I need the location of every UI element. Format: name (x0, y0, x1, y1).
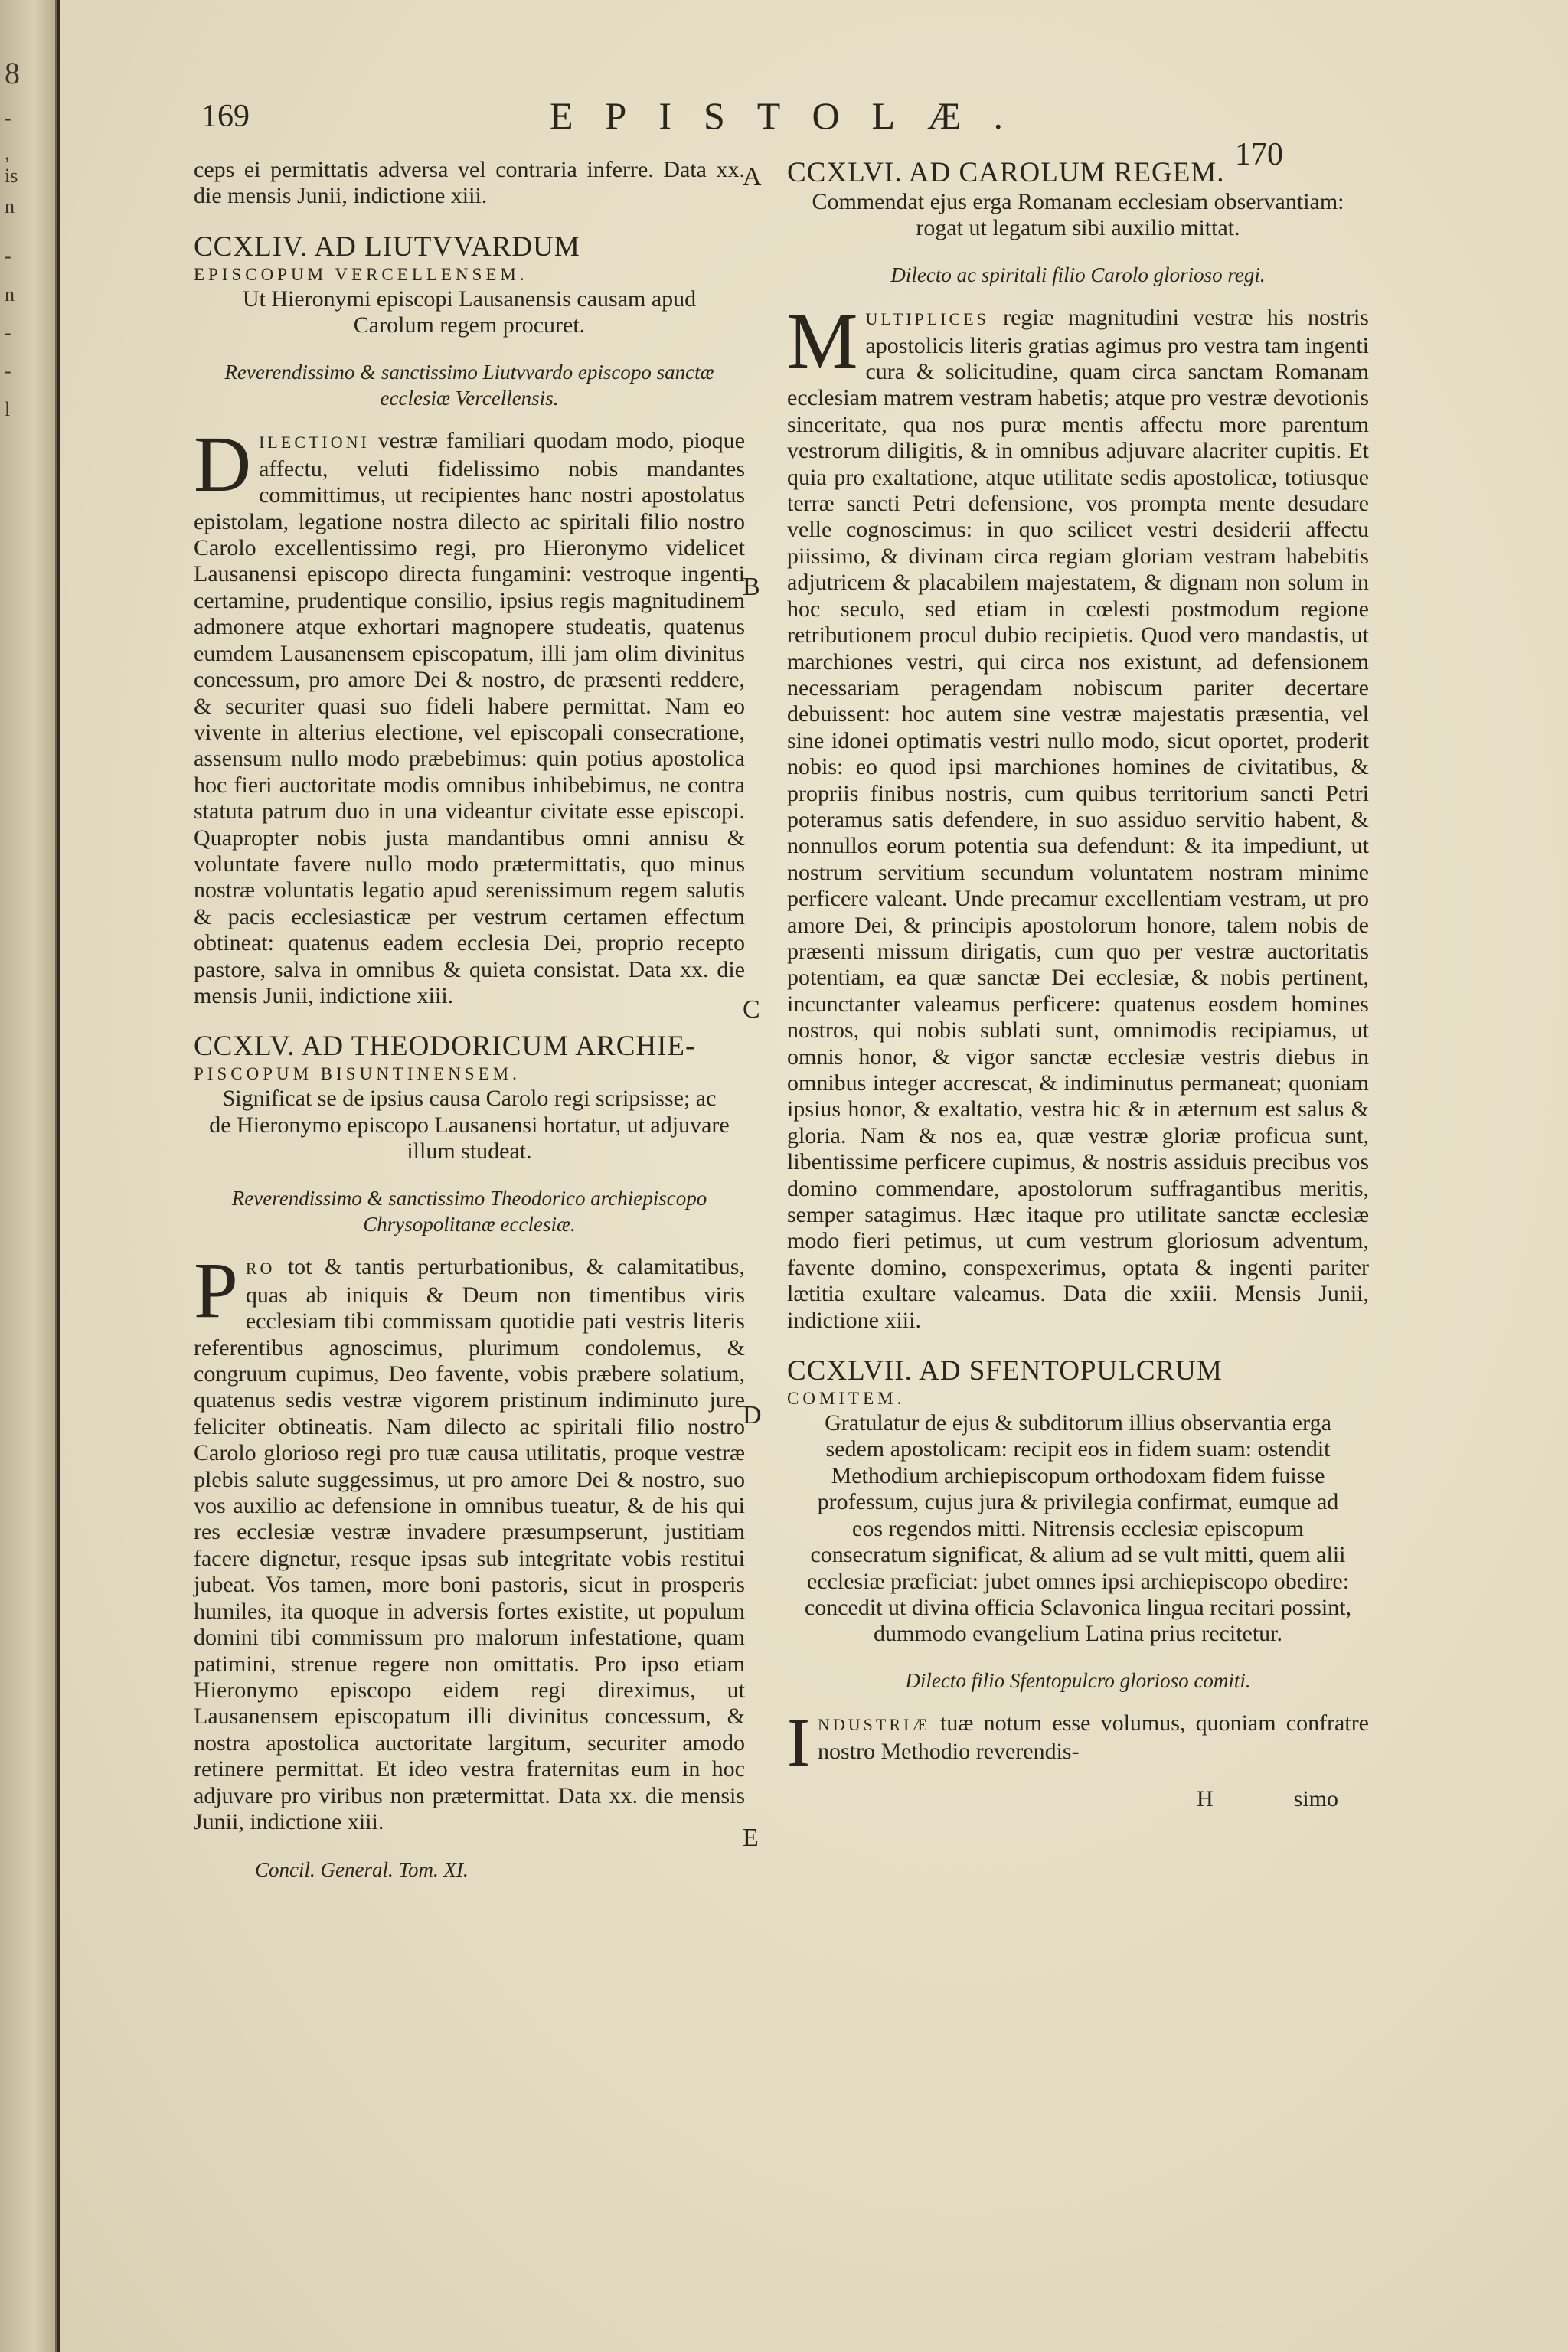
body-text: vestræ familiari quodam modo, pioque affectu, veluti fidelissimo nobis mandantes committimus, ut recipientes hanc nostri apostolatus epistolam, legatione nostra dilecto ac spiritali filio nostro Carolo excellentissimo regi, pro Hieronymo videlicet Lausanensi episcopo directa fungamini: vestroque ingenti certamine, prudentique consilio, ipsius regis magnitudinem admonere atque exhortari magnopere studeatis, quatenus eumdem Lausanensem episcopatum, illi jam olim divinitus concessum, pro amore Dei & nostro, de præsenti reddere, & securiter quasi suo fideli habere permittat. Nam eo vivente in alterius electione, vel episcopali consecratione, assensum nullo modo præbebimus: quin potius apostolica hoc fieri auctoritate modis omnibus inhibebimus, ne contra statuta patrum duo in una videantur civitate esse episcopi. Quapropter nobis justa mandantibus omni annisu & voluntate favere nullo modo prætermittatis, quo minus nostræ voluntatis legatio apud serenissimum regem salutis & pacis ecclesiasticæ per vestrum certamen effectum obtineat: quatenus eadem ecclesia Dei, proprio recepto pastore, salva in omnibus & quieta consistat. Data xx. die mensis Junii, indictione xiii. (194, 428, 745, 1008)
edge-mark: l (5, 398, 11, 420)
running-title: EPISTOLÆ. (550, 94, 1036, 137)
letter-title: CCXLV. AD THEODORICUM ARCHIE- (194, 1031, 696, 1063)
letter-body (194, 1246, 745, 1835)
edge-mark: is (5, 165, 18, 187)
letter-address: Reverendissimo & sanctissimo Liutvvardo episcopo sanctæ ecclesiæ Vercellensis. (224, 360, 714, 410)
signature-line: Concil. General. Tom. XI. (255, 1858, 469, 1882)
edge-mark: - (5, 107, 11, 129)
letter-title: CCXLVI. AD CAROLUM REGEM. (787, 157, 1225, 188)
margin-letter-c: C (743, 995, 760, 1024)
letter-245 (194, 1031, 745, 1835)
margin-letter-d: D (743, 1401, 762, 1429)
letter-summary: Significat se de ipsius causa Carolo regi scripsisse; ac de Hieronymo episcopo Lausanensi hortatur, ut adjuvare illum studeat. (209, 1086, 730, 1165)
left-column (194, 157, 745, 1883)
signature-and-catchword (787, 1786, 1369, 1812)
lead-word: ULTIPLICES (865, 309, 989, 329)
page-number-right: 170 (1235, 137, 1283, 172)
letter-summary: Gratulatur de ejus & subditorum illius observantia erga sedem apostolicam: recipit eos in fidem suam: ostendit Methodium archiepiscopum orthodoxam fidem fuisse professum, cujus jura & privilegia confirmat, eumque ad eos regendos mitti. Nitrensis ecclesiæ episcopum consecratum significat, & alium ad se vult mitti, quem alii ecclesiæ præficiat: jubet omnes ipsi archiepiscopo obedire: concedit ut divina officia Sclavonica lingua recitari possint, dummodo evangelium Latina prius recitetur. (804, 1410, 1352, 1647)
letter-summary: Ut Hieronymi episcopi Lausanensis causam apud Carolum regem procuret. (242, 286, 697, 338)
body-text: regiæ magnitudini vestræ his nostris apostolicis literis gratias agimus pro vestra tam ingenti cura & solicitudine, quam circa sanctam Romanam ecclesiam matrem vestram habetis; atque pro vestræ devotionis sinceritate, qua nos puræ mentis affectu more parentum vestrorum diligitis, & in omnibus adjuvare alacriter cupitis. Et quia pro exaltatione, atque utilitate sedis apostolicæ, totiusque terræ sancti Petri defensione, vos prompta mente desudare velle cognoscimus: in quo scilicet vestri desiderii affectu piissimo, & divinam circa regiam gloriam vestram habebitis adjutricem & placabilem majestatem, & dignam non solum in hoc seculo, sed etiam in cœlesti postmodum regione retributionem procul dubio recipietis. Quod vero mandastis, ut marchiones vestri, qui circa nos existunt, ad defensionem necessariam peragendam nobiscum pariter decertare debuissent: hoc autem sine vestræ majestatis præsentia, vel sine idonei optimatis vestri nullo modo, sicut oportet, proderit nobis: eo quod ipsi marchiones homines de civitatibus, & propriis finibus nostris, cum quibus territorium sancti Petri poteramus satis defendere, in suo assiduo servitio habent, & nonnullos eorum potentia sua defendunt: & ita impediunt, ut nostrum servitium secundum voluntatem nostram minime perficere valeant. Unde precamur excellentiam vestram, ut pro amore Dei, & principis apostolorum honore, talem nobis de præsenti missum dirigatis, cum quo per vestræ auctoritatis potentiam, ea quæ sanctæ Dei ecclesiæ, & nobis pertinent, incunctanter valeamus perficere: quatenus eosdem homines nostros, qui nobis sublati sunt, omnimodis recipiamus, ut omnis honor, & vigor sanctæ ecclesiæ vestris diebus in omnibus integer accrescat, & indiminutus permaneat; quoniam ipsius honor, & exaltatio, vestra hic & in æternum est salus & gloria. Nam & nos ea, quæ vestræ gloriæ proficua sunt, libentissime perficere cupimus, & nostris assiduis precibus vos domino commendare, apostolorum suffragantibus meritis, semper satagimus. Hæc itaque pro utilitate sanctæ ecclesiæ modo fieri petimus, ut cum vestrum gloriosum adventum, favente domino, conspexerimus, optata & ingenti pariter lætitia exultare valeamus. Data die xxiii. Mensis Junii, indictione xiii. (787, 305, 1369, 1333)
letter-body (787, 297, 1369, 1334)
lead-word: ILECTIONI (259, 433, 370, 452)
page-number-left: 169 (201, 99, 250, 134)
right-column (787, 157, 1369, 1812)
letter-title: CCXLIV. AD LIUTVVARDUM (194, 230, 580, 263)
letter-subtitle: EPISCOPUM VERCELLENSEM. (194, 264, 528, 284)
letter-subtitle: COMITEM. (787, 1389, 906, 1409)
letter-title: CCXLVII. AD SFENTOPULCRUM (787, 1355, 1223, 1387)
edge-mark: , (5, 142, 10, 164)
signature-mark: H (1196, 1785, 1214, 1811)
dropcap: I (787, 1705, 810, 1782)
running-header (60, 90, 1568, 172)
edge-mark: 8 (5, 56, 20, 90)
dropcap: D (194, 420, 252, 509)
catchword: simo (1293, 1785, 1338, 1811)
margin-letter-a: A (743, 162, 762, 191)
lead-word: RO (245, 1259, 276, 1279)
edge-mark: - (5, 322, 11, 344)
margin-letter-e: E (743, 1824, 759, 1852)
letter-address: Dilecto filio Sfentopulcro glorioso comiti. (905, 1668, 1251, 1692)
facing-page-edge (0, 0, 57, 2352)
edge-mark: n (5, 283, 15, 305)
dropcap: M (787, 297, 858, 386)
letter-246 (787, 157, 1369, 1334)
letter-247 (787, 1355, 1369, 1812)
body-text: tot & tantis perturbationibus, & calamitatibus, quas ab iniquis & Deum non timentibus viris ecclesiam tibi commissam quotidie pati vestris literis referentibus agnoscimus, plurimum condolemus, & congruum cupimus, Deo favente, vobis præbere solatium, quatenus sedis vestræ vigorem pristinum indiminuto jure feliciter obtineatis. Nam dilecto ac spiritali filio nostro Carolo glorioso regi pro tuæ causa utilitatis, proque vestræ plebis salute suggessimus, ut pro amore Dei & nostro, suo vos auxilio ac defensione in omnibus tueatur, & de his qui res ecclesiæ vestræ invadere præsumpserunt, justitiam facere dignetur, resque ipsas sub integritate vobis restitui jubeat. Vos tamen, more boni pastoris, sicut in prosperis humiles, ita quoque in adversis fortes existite, ut populum domini tibi commissum pro malorum infestatione, quam patimini, strenue regere non omittatis. Pro ipso etiam Hieronymo episcopo eidem regi direximus, ut Lausanensem episcopatum illi divinitus concessum, & nostra apostolica auctoritate largitum, securiter amodo retinere permittat. Et ideo vestra fraternitas eum in hoc adjuvare pro viribus non prætermittat. Data xx. die mensis Junii, indictione xiii. (194, 1254, 745, 1834)
letter-body (194, 420, 745, 1009)
letter-address: Dilecto ac spiritali filio Carolo glorioso regi. (890, 263, 1266, 286)
letter-address: Reverendissimo & sanctissimo Theodorico archiepiscopo Chrysopolitanæ ecclesiæ. (231, 1186, 707, 1236)
dropcap: P (194, 1246, 238, 1335)
edge-mark: n (5, 195, 15, 217)
margin-letter-b: B (743, 573, 760, 601)
continuation-text: ceps ei permittatis adversa vel contraria inferre. Data xx. die mensis Junii, indictione xiii. (194, 157, 745, 209)
body-text: tuæ notum esse volumus, quoniam confratre nostro Methodio reverendis- (817, 1710, 1369, 1764)
edge-mark: - (5, 245, 11, 267)
letter-summary: Commendat ejus erga Romanam ecclesiam observantiam: rogat ut legatum sibi auxilio mittat. (812, 189, 1344, 241)
lead-word: NDUSTRIÆ (817, 1715, 930, 1735)
letter-subtitle: PISCOPUM BISUNTINENSEM. (194, 1064, 521, 1084)
letter-body (787, 1705, 1369, 1782)
letter-244 (194, 231, 745, 1010)
book-page (60, 0, 1568, 2352)
edge-mark: - (5, 360, 11, 382)
